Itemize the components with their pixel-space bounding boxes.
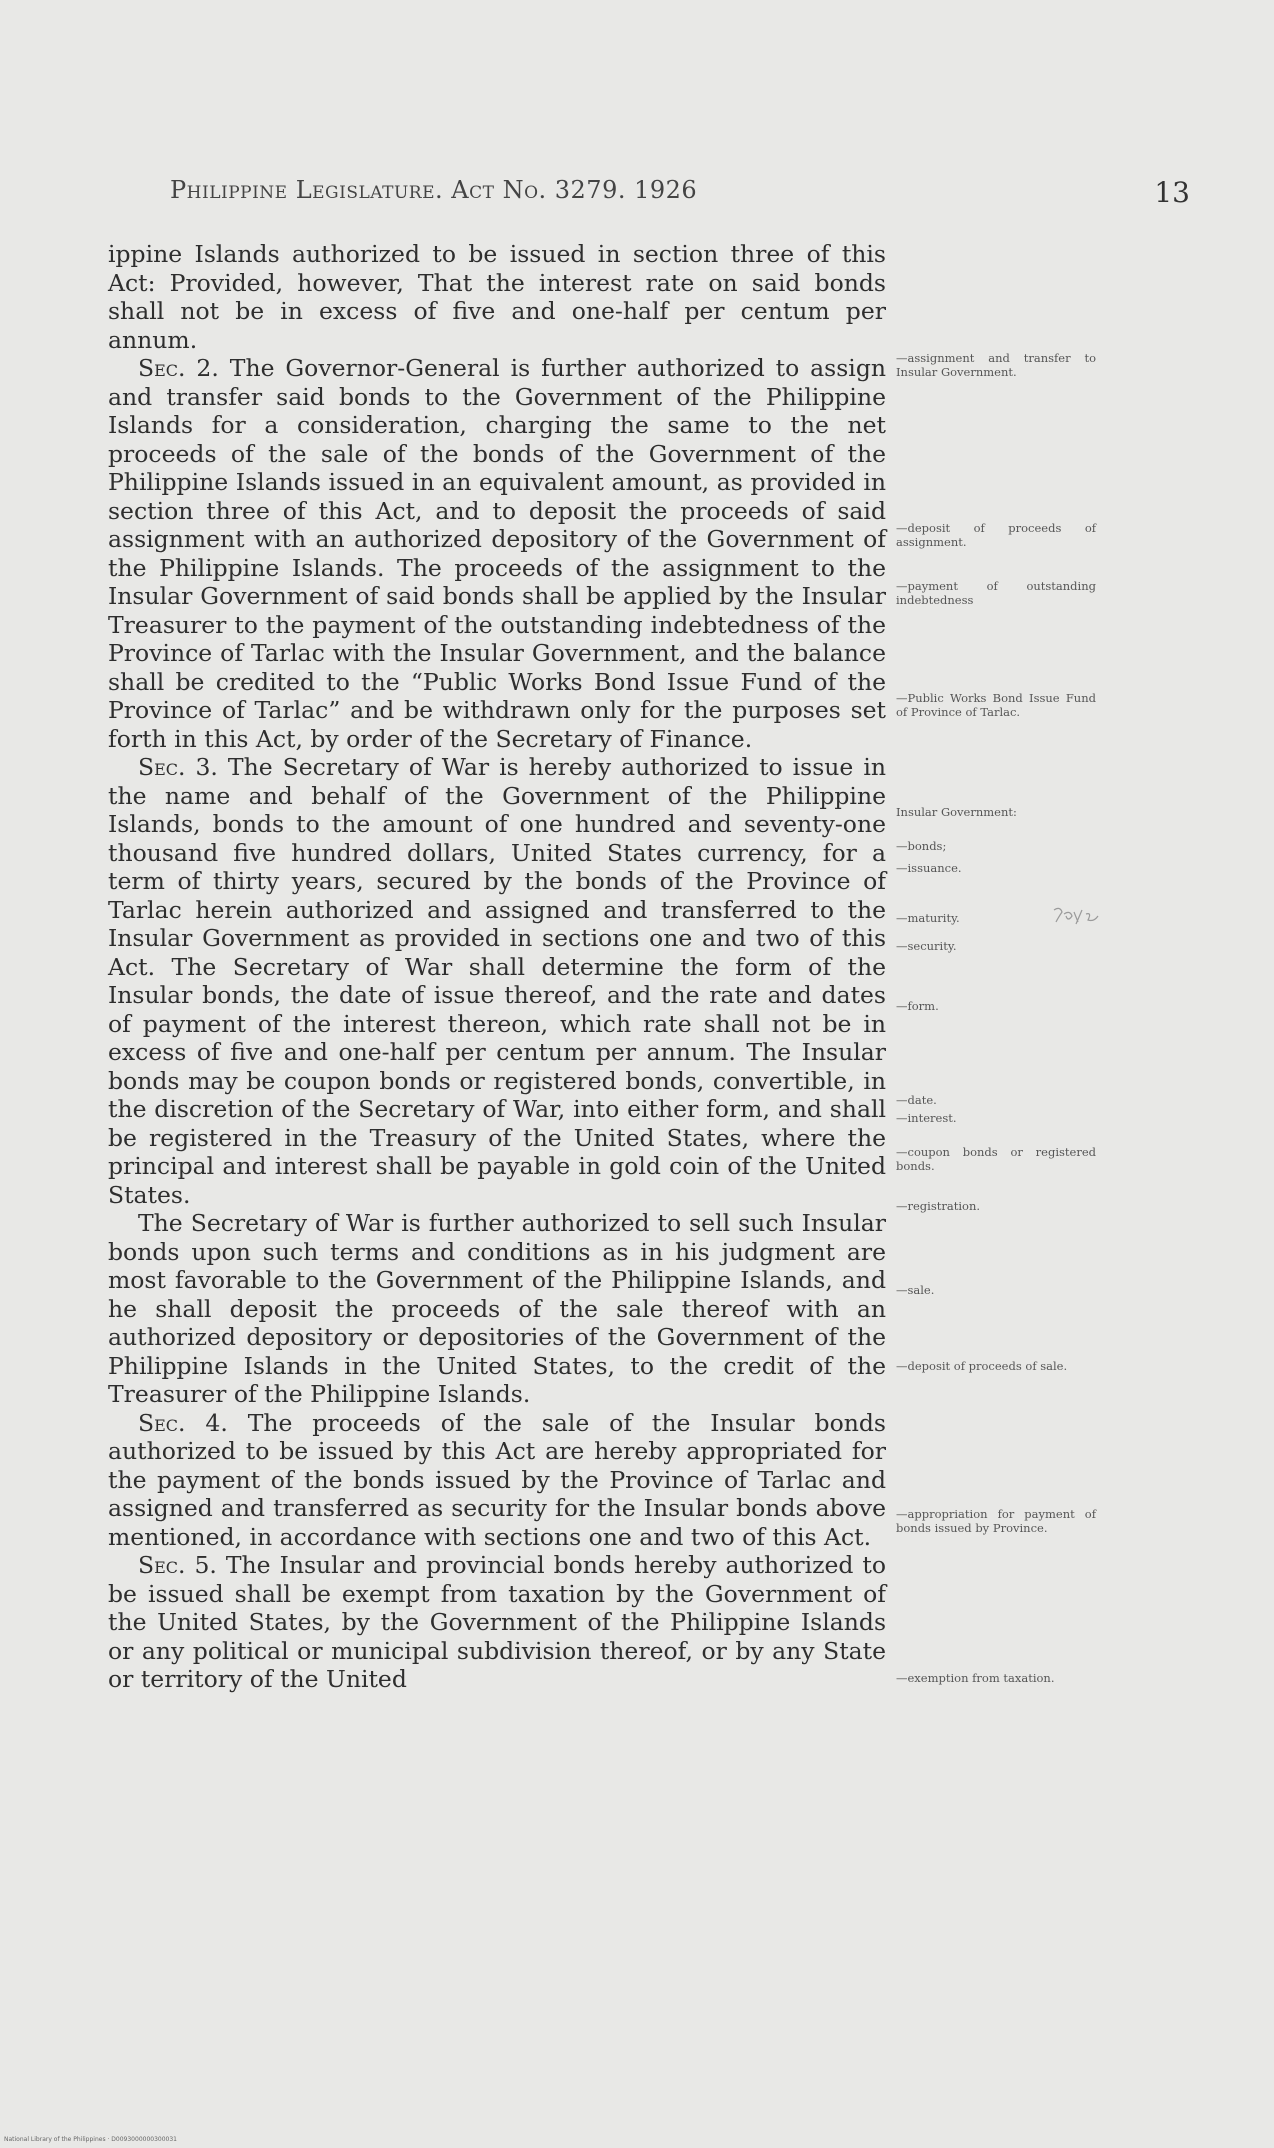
margin-note: —maturity. bbox=[896, 911, 960, 925]
margin-note: —payment of outstanding indebtedness bbox=[896, 579, 1096, 607]
margin-note: —Public Works Bond Issue Fund of Province of Tarlac. bbox=[896, 691, 1096, 719]
paragraph bbox=[108, 354, 886, 753]
paragraph bbox=[108, 1209, 886, 1409]
paragraph-text: The Secretary of War is further authorized to sell such Insular bonds upon such terms and conditions as in his judgment are most favorable to the Government of the Philippine Islands, and he shall deposit the proceeds of the sale thereof with an authorized depository or depositories of the Government of the Philippine Islands in the United States, to the credit of the Treasurer of the Philippine Islands. bbox=[108, 1209, 886, 1408]
margin-note: —issuance. bbox=[896, 861, 962, 875]
paragraph bbox=[108, 1409, 886, 1552]
paragraph-text: The Insular and provincial bonds hereby authorized to be issued shall be exempt from taxation by the Government of the United States, by the Government of the Philippine Islands or any political or municipal subdivision thereof, or by any State or territory of the United bbox=[108, 1551, 886, 1693]
margin-note: —registration. bbox=[896, 1199, 981, 1213]
margin-note: —appropriation for payment of bonds issued by Province. bbox=[896, 1507, 1096, 1535]
margin-note: —security. bbox=[896, 939, 957, 953]
section-label: Sec. 5. bbox=[138, 1551, 217, 1579]
paragraph bbox=[108, 240, 886, 354]
margin-note: —deposit of proceeds of assignment. bbox=[896, 521, 1096, 549]
section-label: Sec. 4. bbox=[138, 1408, 228, 1437]
section-label: Sec. 2. bbox=[138, 354, 219, 382]
page-header bbox=[170, 176, 1190, 216]
paragraph bbox=[108, 1551, 886, 1694]
paragraph-text: The proceeds of the sale of the Insular bonds authorized to be issued by this Act are hereby appropriated for the payment of the bonds issued by the Province of Tarlac and assigned and transferred as security for the Insular bonds above mentioned, in accordance with sections one and two of this Act. bbox=[108, 1408, 886, 1551]
running-head: Philippine Legislature. Act No. 3279. 1926 bbox=[170, 176, 698, 204]
margin-note: —form. bbox=[896, 999, 939, 1013]
section-label: Sec. 3. bbox=[138, 753, 218, 781]
paragraph bbox=[108, 753, 886, 1209]
margin-note: —deposit of proceeds of sale. bbox=[896, 1359, 1068, 1373]
margin-note: —exemption from taxation. bbox=[896, 1671, 1055, 1685]
margin-note: —assignment and transfer to Insular Government. bbox=[896, 351, 1096, 379]
margin-note: —bonds; bbox=[896, 839, 947, 853]
body-text bbox=[108, 240, 886, 1694]
footer-credit: National Library of the Philippines · D0093000000300031 bbox=[4, 2136, 177, 2143]
page-number: 13 bbox=[1154, 176, 1190, 209]
margin-note: —interest. bbox=[896, 1111, 957, 1125]
margin-note: —sale. bbox=[896, 1283, 935, 1297]
margin-note: Insular Government: bbox=[896, 805, 1017, 819]
paragraph-text: The Secretary of War is hereby authorized to issue in the name and behalf of the Government of the Philippine Islands, bonds to the amount of one hundred and seventy-one thousand five hundred dollars, United States currency, for a term of thirty years, secured by the bonds of the Province of Tarlac herein authorized and assigned and transferred to the Insular Government as provided in sections one and two of this Act. The Secretary of War shall determine the form of the Insular bonds, the date of issue thereof, and the rate and dates of payment of the interest thereon, which rate shall not be in excess of five and one-half per centum per annum. The Insular bonds may be coupon bonds or registered bonds, convertible, in the discretion of the Secretary of War, into either form, and shall be registered in the Treasury of the United States, where the principal and interest shall be payable in gold coin of the United States. bbox=[108, 753, 886, 1209]
handwritten-mark bbox=[1052, 904, 1104, 926]
margin-note: —date. bbox=[896, 1093, 937, 1107]
paragraph-text: ippine Islands authorized to be issued in section three of this Act: Provided, however, That the interest rate on said bonds shall not be in excess of five and one-half per centum per annum. bbox=[108, 240, 886, 354]
paragraph-text: The Governor-General is further authorized to assign and transfer said bonds to the Government of the Philippine Islands for a consideration, charging the same to the net proceeds of the sale of the bonds of the Government of the Philippine Islands issued in an equivalent amount, as provided in section three of this Act, and to deposit the proceeds of said assignment with an authorized depository of the Government of the Philippine Islands. The proceeds of the assignment to the Insular Government of said bonds shall be applied by the Insular Treasurer to the payment of the outstanding indebtedness of the Province of Tarlac with the Insular Government, and the balance shall be credited to the “Public Works Bond Issue Fund of the Province of Tarlac” and be withdrawn only for the purposes set forth in this Act, by order of the Secretary of Finance. bbox=[108, 354, 886, 753]
margin-note: —coupon bonds or registered bonds. bbox=[896, 1145, 1096, 1173]
